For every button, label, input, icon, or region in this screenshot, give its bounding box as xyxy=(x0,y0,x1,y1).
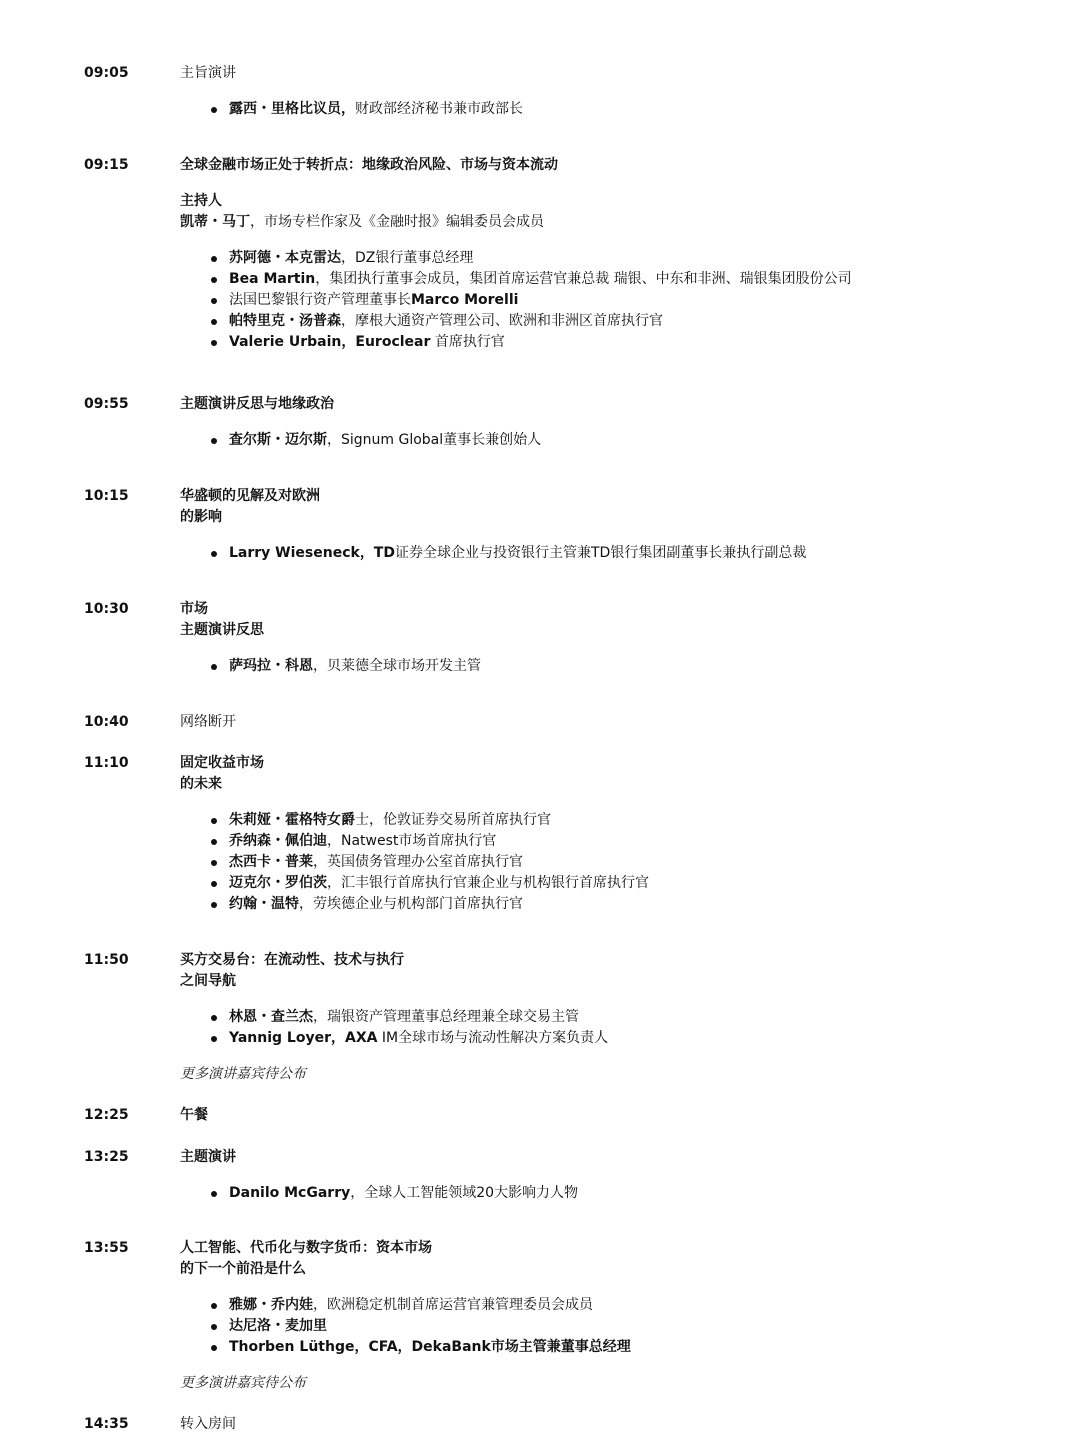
speaker-role: ，Natwest市场首席执行官 xyxy=(327,833,497,849)
speaker-name: Larry Wieseneck，TD xyxy=(229,545,395,561)
speaker-role: 财政部经济秘书兼市政部长 xyxy=(355,101,523,117)
speaker-name: Danilo McGarry xyxy=(229,1185,351,1201)
speaker-name: 露西・里格比议员， xyxy=(229,101,355,117)
session-time: 10:30 xyxy=(84,601,129,617)
speaker-item xyxy=(210,1183,1040,1204)
session-time: 09:15 xyxy=(84,157,129,173)
session-title-cont: 主题演讲反思 xyxy=(180,622,264,638)
moderator-label: 主持人 xyxy=(180,193,222,209)
speaker-name: 萨玛拉・科恩 xyxy=(229,658,313,674)
session-title: 华盛顿的见解及对欧洲 xyxy=(180,488,320,504)
speaker-list xyxy=(210,1183,1040,1204)
session-time: 12:25 xyxy=(84,1107,129,1123)
session-title: 转入房间 xyxy=(180,1416,236,1432)
speaker-role: ，DZ银行董事总经理 xyxy=(341,250,474,266)
speaker-role: ，摩根大通资产管理公司、欧洲和非洲区首席执行官 xyxy=(341,313,663,329)
session-time: 13:25 xyxy=(84,1149,129,1165)
speaker-name: 查尔斯・迈尔斯 xyxy=(229,432,327,448)
session-time: 11:10 xyxy=(84,755,129,771)
speaker-item xyxy=(210,852,1040,873)
session-title-cont: 之间导航 xyxy=(180,973,236,989)
session-time: 11:50 xyxy=(84,952,129,968)
session-time: 09:55 xyxy=(84,396,129,412)
session-time: 10:40 xyxy=(84,714,129,730)
moderator-role: ，市场专栏作家及《金融时报》编辑委员会成员 xyxy=(250,214,544,230)
session-content xyxy=(180,394,1040,451)
speaker-list xyxy=(210,1295,1040,1358)
speaker-item xyxy=(210,1337,1040,1358)
session-content xyxy=(180,712,1040,733)
speaker-item xyxy=(210,1295,1040,1316)
speaker-item xyxy=(210,1007,1040,1028)
session-title: 主题演讲 xyxy=(180,1149,236,1165)
speaker-role: ，欧洲稳定机制首席运营官兼管理委员会成员 xyxy=(313,1297,593,1313)
speaker-name: Thorben Lüthge，CFA，DekaBank市场主管兼董事总经理 xyxy=(229,1339,631,1355)
speaker-name: Marco Morelli xyxy=(411,292,519,308)
session-content xyxy=(180,1238,1040,1394)
more-speakers-note: 更多演讲嘉宾待公布 xyxy=(180,1375,306,1391)
speaker-name: Valerie Urbain，Euroclear xyxy=(229,334,431,350)
speaker-list xyxy=(210,1007,1040,1049)
session-title: 固定收益市场 xyxy=(180,755,264,771)
speaker-name: 林恩・查兰杰 xyxy=(229,1009,313,1025)
speaker-role: 证券全球企业与投资银行主管兼TD银行集团副董事长兼执行副总裁 xyxy=(394,545,807,561)
more-speakers-note: 更多演讲嘉宾待公布 xyxy=(180,1066,306,1082)
speaker-role: ，瑞银资产管理董事总经理兼全球交易主管 xyxy=(313,1009,579,1025)
session-title: 市场 xyxy=(180,601,208,617)
session-content xyxy=(180,1147,1040,1204)
speaker-role: 首席执行官 xyxy=(430,334,505,350)
session-title: 网络断开 xyxy=(180,714,236,730)
session-time: 13:55 xyxy=(84,1240,129,1256)
speaker-role: 法国巴黎银行资产管理董事长 xyxy=(229,292,411,308)
speaker-role: ，全球人工智能领域20大影响力人物 xyxy=(350,1185,579,1201)
speaker-list xyxy=(210,656,1040,677)
speaker-item xyxy=(210,656,1040,677)
speaker-item xyxy=(210,1316,1040,1337)
session-content xyxy=(180,486,1040,564)
speaker-role: 士，伦敦证券交易所首席执行官 xyxy=(355,812,551,828)
speaker-item xyxy=(210,1028,1040,1049)
speaker-list xyxy=(210,810,1040,915)
speaker-name: 帕特里克・汤普森 xyxy=(229,313,341,329)
session-title: 主题演讲反思与地缘政治 xyxy=(180,396,334,412)
session-content xyxy=(180,753,1040,915)
session-title-cont: 的影响 xyxy=(180,509,222,525)
speaker-list xyxy=(210,248,1040,353)
session-content xyxy=(180,1105,1040,1126)
session-content xyxy=(180,599,1040,677)
speaker-item xyxy=(210,831,1040,852)
speaker-name: 苏阿德・本克雷达 xyxy=(229,250,341,266)
speaker-list xyxy=(210,543,1040,564)
session-title: 主旨演讲 xyxy=(180,65,236,81)
speaker-name: 迈克尔・罗伯茨 xyxy=(229,875,327,891)
moderator xyxy=(180,212,1040,233)
moderator-name: 凯蒂・马丁 xyxy=(180,214,250,230)
speaker-role: ，劳埃德企业与机构部门首席执行官 xyxy=(299,896,523,912)
session-time: 09:05 xyxy=(84,65,129,81)
speaker-name: 杰西卡・普莱 xyxy=(229,854,313,870)
speaker-role: IM全球市场与流动性解决方案负责人 xyxy=(377,1030,609,1046)
speaker-item xyxy=(210,430,1040,451)
speaker-item xyxy=(210,311,1040,332)
session-content xyxy=(180,155,1040,353)
speaker-item xyxy=(210,99,1040,120)
session-title-cont: 的下一个前沿是什么 xyxy=(180,1261,306,1277)
speaker-item xyxy=(210,543,1040,564)
speaker-name: Yannig Loyer，AXA xyxy=(229,1030,378,1046)
speaker-item xyxy=(210,873,1040,894)
speaker-item xyxy=(210,894,1040,915)
session-content xyxy=(180,1414,1040,1435)
speaker-item xyxy=(210,810,1040,831)
session-title: 全球金融市场正处于转折点：地缘政治风险、市场与资本流动 xyxy=(180,157,558,173)
session-title-cont: 的未来 xyxy=(180,776,222,792)
speaker-role: ，贝莱德全球市场开发主管 xyxy=(313,658,481,674)
speaker-name: 乔纳森・佩伯迪 xyxy=(229,833,327,849)
session-title: 买方交易台：在流动性、技术与执行 xyxy=(180,952,404,968)
speaker-item xyxy=(210,332,1040,353)
session-title: 午餐 xyxy=(180,1107,208,1123)
session-time: 14:35 xyxy=(84,1416,129,1432)
speaker-name: 达尼洛・麦加里 xyxy=(229,1318,327,1334)
session-title: 人工智能、代币化与数字货币：资本市场 xyxy=(180,1240,432,1256)
speaker-name: 约翰・温特 xyxy=(229,896,299,912)
session-content xyxy=(180,63,1040,120)
speaker-item xyxy=(210,269,1040,290)
speaker-role: ，集团执行董事会成员，集团首席运营官兼总裁 瑞银、中东和非洲、瑞银集团股份公司 xyxy=(315,271,852,287)
session-time: 10:15 xyxy=(84,488,129,504)
speaker-item xyxy=(210,248,1040,269)
speaker-role: ，英国债务管理办公室首席执行官 xyxy=(313,854,523,870)
speaker-role: ，Signum Global董事长兼创始人 xyxy=(327,432,542,448)
speaker-list xyxy=(210,99,1040,120)
speaker-name: 雅娜・乔内娃 xyxy=(229,1297,313,1313)
speaker-list xyxy=(210,430,1040,451)
speaker-name: 朱莉娅・霍格特女爵 xyxy=(229,812,355,828)
speaker-role: ，汇丰银行首席执行官兼企业与机构银行首席执行官 xyxy=(327,875,649,891)
speaker-item xyxy=(210,290,1040,311)
speaker-name: Bea Martin xyxy=(229,271,316,287)
session-content xyxy=(180,950,1040,1085)
